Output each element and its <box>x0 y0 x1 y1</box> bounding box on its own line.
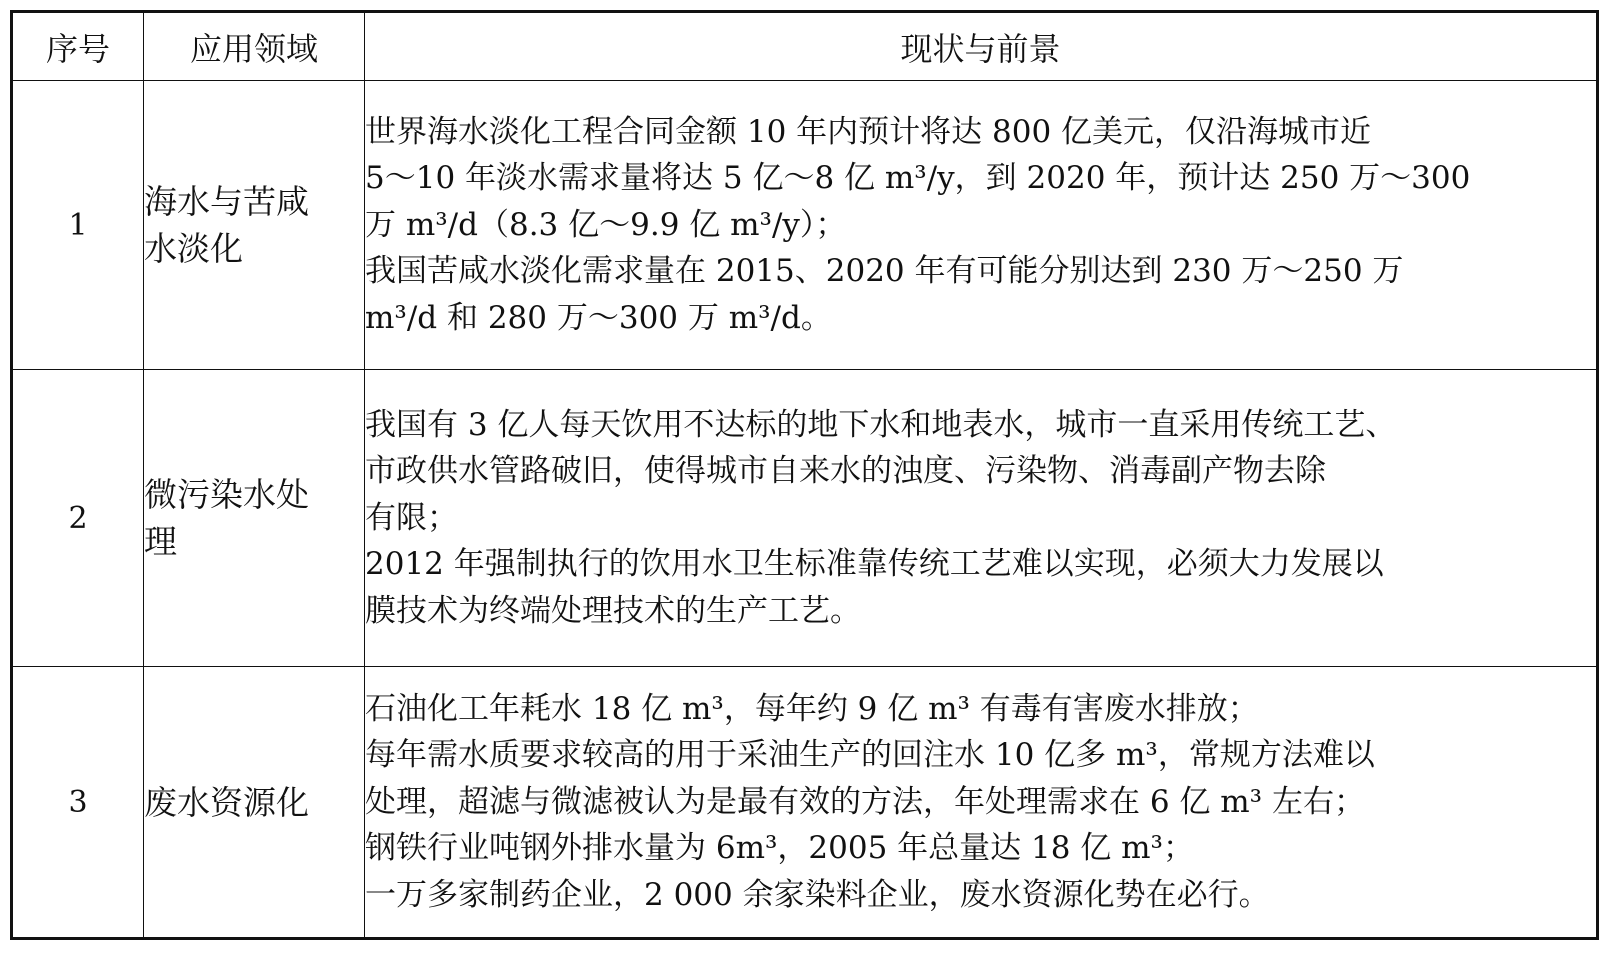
application-field <box>144 81 365 370</box>
field-line: 海水与苦咸 <box>144 182 309 221</box>
description-line: 石油化工年耗水 18 亿 m³，每年约 9 亿 m³ 有毒有害废水排放； <box>365 690 1259 727</box>
description-line: m³/d 和 280 万～300 万 m³/d。 <box>365 299 832 336</box>
row-number: 2 <box>12 370 144 667</box>
table-row <box>12 370 1598 667</box>
status-description <box>365 81 1598 370</box>
description-line: 我国有 3 亿人每天饮用不达标的地下水和地表水，城市一直采用传统工艺、 <box>365 406 1397 443</box>
field-line: 废水资源化 <box>144 782 309 822</box>
header-row <box>12 12 1598 81</box>
status-description <box>365 667 1598 939</box>
description-line: 有限； <box>365 499 458 536</box>
description-line: 每年需水质要求较高的用于采油生产的回注水 10 亿多 m³，常规方法难以 <box>365 737 1375 774</box>
description-line: 膜技术为终端处理技术的生产工艺。 <box>365 592 861 629</box>
description-line: 钢铁行业吨钢外排水量为 6m³，2005 年总量达 18 亿 m³； <box>365 830 1194 867</box>
field-line: 水淡化 <box>144 229 243 268</box>
field-line: 理 <box>144 522 177 561</box>
description-line: 万 m³/d（8.3 亿～9.9 亿 m³/y）； <box>365 206 847 243</box>
description-line: 5～10 年淡水需求量将达 5 亿～8 亿 m³/y，到 2020 年，预计达 250 万～300 <box>365 160 1471 197</box>
application-field <box>144 667 365 939</box>
description-line: 市政供水管路破旧，使得城市自来水的浊度、污染物、消毒副产物去除 <box>365 453 1326 490</box>
header-application-field: 应用领域 <box>144 12 365 81</box>
description-line: 2012 年强制执行的饮用水卫生标准靠传统工艺难以实现，必须大力发展以 <box>365 546 1384 583</box>
field-line: 微污染水处 <box>144 475 309 514</box>
data-table <box>10 10 1599 940</box>
application-field <box>144 370 365 667</box>
description-line: 我国苦咸水淡化需求量在 2015、2020 年有可能分别达到 230 万～250 万 <box>365 253 1404 290</box>
row-number: 1 <box>12 81 144 370</box>
header-serial-number: 序号 <box>12 12 144 81</box>
description-line: 处理，超滤与微滤被认为是最有效的方法，年处理需求在 6 亿 m³ 左右； <box>365 783 1365 820</box>
row-number: 3 <box>12 667 144 939</box>
status-description <box>365 370 1598 667</box>
description-line: 一万多家制药企业，2 000 余家染料企业，废水资源化势在必行。 <box>365 876 1270 913</box>
header-status-prospects: 现状与前景 <box>365 12 1598 81</box>
description-line: 世界海水淡化工程合同金额 10 年内预计将达 800 亿美元，仅沿海城市近 <box>365 113 1372 150</box>
table-row <box>12 81 1598 370</box>
table-row <box>12 667 1598 939</box>
